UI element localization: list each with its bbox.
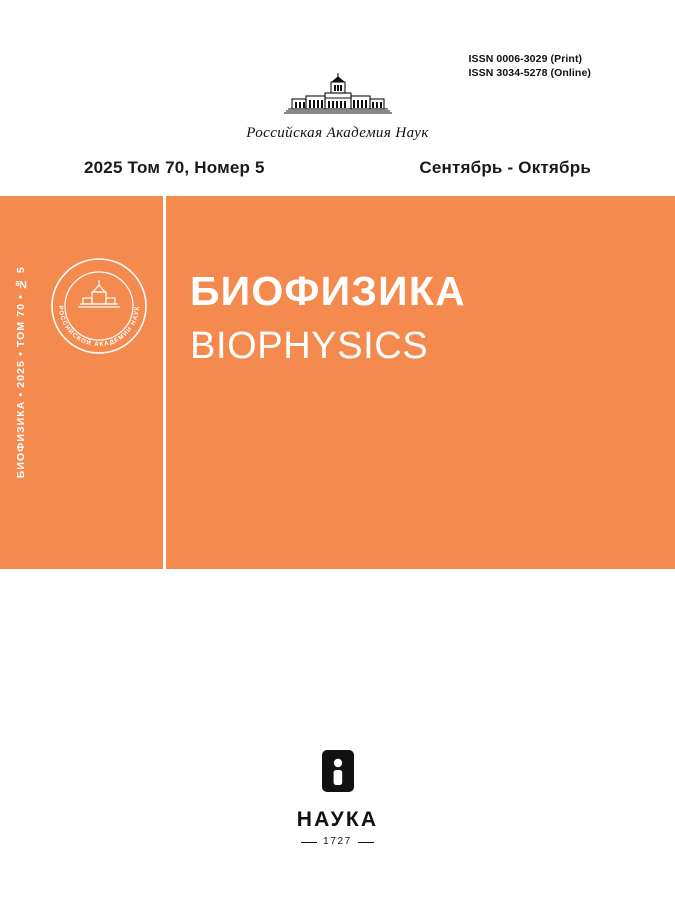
publisher-name: НАУКА — [296, 808, 379, 831]
publisher-founded-year: 1727 — [301, 836, 374, 847]
issn-online: ISSN 3034-5278 (Online) — [468, 67, 591, 79]
ras-building-emblem-icon — [282, 70, 394, 124]
band-divider-rule — [163, 196, 166, 569]
issn-print: ISSN 0006-3029 (Print) — [468, 53, 583, 65]
issue-volume: 2025 Том 70, Номер 5 — [84, 158, 265, 177]
cover-band — [0, 196, 675, 569]
journal-title-ru: БИОФИЗИКА — [190, 268, 466, 314]
academy-emblem — [0, 70, 675, 142]
journal-round-seal-icon — [47, 254, 151, 358]
journal-title-en: BIOPHYSICS — [190, 325, 429, 368]
spine-label — [8, 196, 34, 569]
issue-period: Сентябрь - Октябрь — [419, 158, 591, 177]
nauka-publisher-logo-icon — [320, 748, 356, 799]
academy-caption: Российская Академия Наук — [246, 125, 429, 141]
publisher-block — [0, 748, 675, 847]
spine-text: БИОФИЗИКА • 2025 • ТОМ 70 • № 5 — [15, 266, 27, 479]
journal-titles — [190, 270, 466, 367]
svg-text:РОССИЙСКОЙ АКАДЕМИИ НАУК: РОССИЙСКОЙ АКАДЕМИИ НАУК — [56, 305, 142, 349]
issue-line — [0, 158, 675, 178]
